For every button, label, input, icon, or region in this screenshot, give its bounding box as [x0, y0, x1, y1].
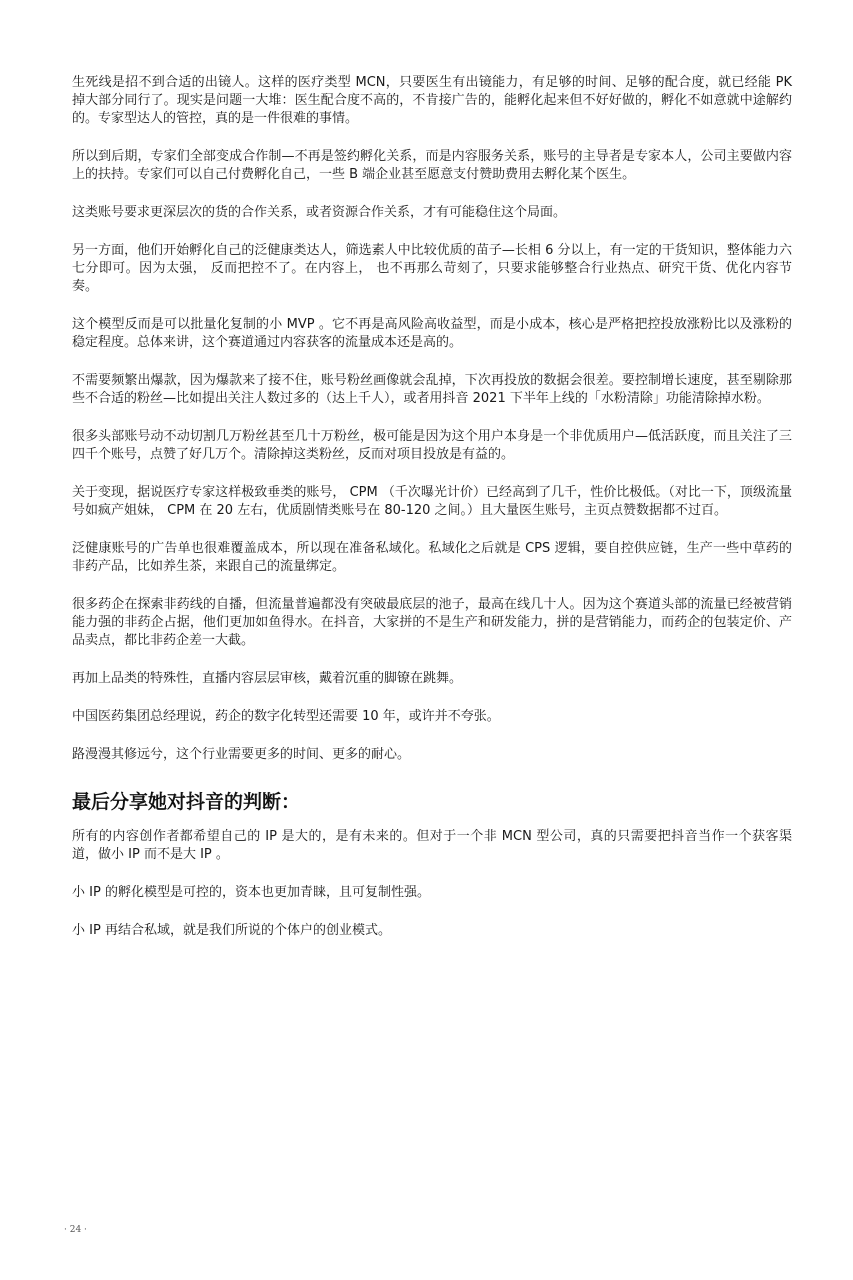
- paragraph: 另一方面，他们开始孵化自己的泛健康类达人，筛选素人中比较优质的苗子—长相 6 分以上，有一定的干货知识，整体能力六七分即可。因为太强， 反而把控不了。在内容上， 也不再那么苛刻了，只要求能够整合行业热点、研究干货、优化内容节奏。: [72, 243, 792, 294]
- paragraph: 泛健康账号的广告单也很难覆盖成本，所以现在准备私域化。私域化之后就是 CPS 逻辑，要自控供应链，生产一些中草药的非药产品，比如养生茶，来跟自己的流量绑定。: [72, 541, 792, 574]
- paragraph: 再加上品类的特殊性，直播内容层层审核，戴着沉重的脚镣在跳舞。: [72, 671, 463, 686]
- paragraph: 所以到后期，专家们全部变成合作制—不再是签约孵化关系，而是内容服务关系，账号的主导者是专家本人，公司主要做内容上的扶持。专家们可以自己付费孵化自己，一些 B 端企业甚至愿意支付赞助费用去孵化某个医生。: [72, 149, 792, 182]
- section-heading: 最后分享她对抖音的判断：: [72, 791, 301, 813]
- page-number: · 24 ·: [64, 1225, 87, 1235]
- paragraph: 关于变现，据说医疗专家这样极致垂类的账号， CPM （千次曝光计价）已经高到了几千，性价比极低。（对比一下，顶级流量号如疯产姐妹， CPM 在 20 左右，优质剧情类账号在 80-120 之间。）且大量医生账号，主页点赞数据都不过百。: [72, 485, 792, 518]
- paragraph: 小 IP 再结合私域，就是我们所说的个体户的创业模式。: [72, 923, 391, 938]
- article-body: [72, 74, 792, 960]
- paragraph: 这类账号要求更深层次的货的合作关系，或者资源合作关系，才有可能稳住这个局面。: [72, 205, 567, 220]
- paragraph: 中国医药集团总经理说，药企的数字化转型还需要 10 年，或许并不夸张。: [72, 709, 500, 724]
- paragraph: 很多药企在探索非药线的自播，但流量普遍都没有突破最底层的池子，最高在线几十人。因为这个赛道头部的流量已经被营销能力强的非药企占据，他们更加如鱼得水。在抖音，大家拼的不是生产和研发能力，拼的是营销能力，而药企的包装定价、产品卖点，都比非药企差一大截。: [72, 597, 792, 648]
- paragraph: 路漫漫其修远兮，这个行业需要更多的时间、更多的耐心。: [72, 747, 411, 762]
- paragraph: 这个模型反而是可以批量化复制的小 MVP 。它不再是高风险高收益型，而是小成本，核心是严格把控投放涨粉比以及涨粉的稳定程度。总体来讲，这个赛道通过内容获客的流量成本还是高的。: [72, 317, 792, 350]
- paragraph: 不需要频繁出爆款，因为爆款来了接不住，账号粉丝画像就会乱掉，下次再投放的数据会很差。要控制增长速度，甚至剔除那些不合适的粉丝—比如提出关注人数过多的（达上千人），或者用抖音 2021 下半年上线的「水粉清除」功能清除掉水粉。: [72, 373, 792, 406]
- paragraph: 很多头部账号动不动切割几万粉丝甚至几十万粉丝，极可能是因为这个用户本身是一个非优质用户—低活跃度，而且关注了三四千个账号，点赞了好几万个。清除掉这类粉丝，反而对项目投放是有益的。: [72, 429, 792, 462]
- paragraph: 生死线是招不到合适的出镜人。这样的医疗类型 MCN，只要医生有出镜能力，有足够的时间、足够的配合度，就已经能 PK 掉大部分同行了。现实是问题一大堆：医生配合度不高的，不肯接广告的，能孵化起来但不好好做的，孵化不如意就中途解约的。专家型达人的管控，真的是一件很难的事情。: [72, 75, 792, 126]
- paragraph: 所有的内容创作者都希望自己的 IP 是大的，是有未来的。但对于一个非 MCN 型公司，真的只需要把抖音当作一个获客渠道，做小 IP 而不是大 IP 。: [72, 829, 792, 862]
- paragraph: 小 IP 的孵化模型是可控的，资本也更加青睐，且可复制性强。: [72, 885, 430, 900]
